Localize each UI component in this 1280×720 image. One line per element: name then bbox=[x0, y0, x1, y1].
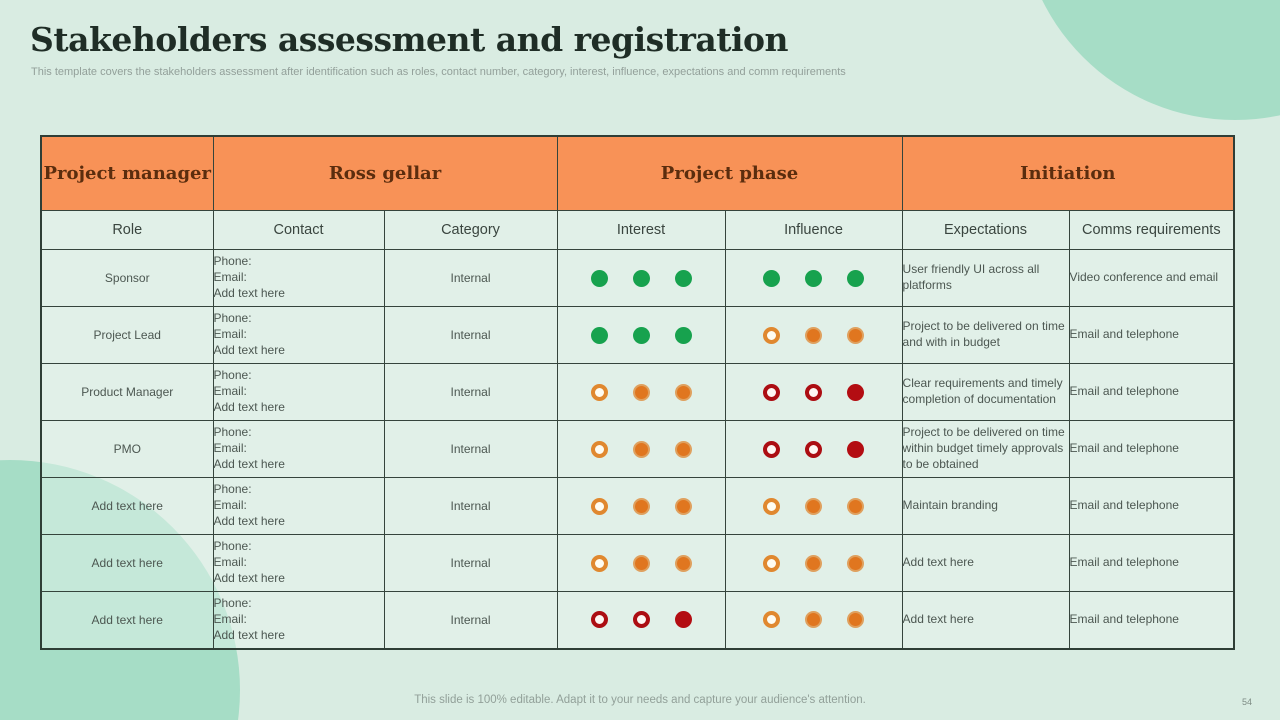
rating-dot-icon bbox=[591, 611, 608, 628]
contact-cell bbox=[213, 478, 384, 535]
rating-dot-icon bbox=[805, 611, 822, 628]
contact-line: Add text here bbox=[213, 513, 285, 528]
rating-dot-icon bbox=[763, 384, 780, 401]
contact-line: Add text here bbox=[213, 627, 285, 642]
contact-line: Email: bbox=[213, 611, 247, 626]
column-header-role: Role bbox=[41, 211, 213, 250]
decorative-circle-top-right bbox=[1020, 0, 1280, 120]
comms-cell: Email and telephone bbox=[1069, 364, 1234, 421]
interest-rating-cell bbox=[557, 535, 725, 592]
rating-dot-icon bbox=[633, 327, 650, 344]
influence-rating-cell bbox=[725, 592, 902, 649]
rating-dot-icon bbox=[847, 270, 864, 287]
rating-dot-icon bbox=[805, 327, 822, 344]
category-cell: Internal bbox=[384, 478, 557, 535]
contact-line: Add text here bbox=[213, 570, 285, 585]
column-header-expectations: Expectations bbox=[902, 211, 1069, 250]
influence-rating-cell bbox=[725, 421, 902, 478]
rating-dot-icon bbox=[675, 270, 692, 287]
category-cell: Internal bbox=[384, 535, 557, 592]
contact-cell bbox=[213, 364, 384, 421]
contact-line: Add text here bbox=[213, 342, 285, 357]
rating-dot-icon bbox=[847, 384, 864, 401]
rating-dot-icon bbox=[763, 327, 780, 344]
column-header-influence: Influence bbox=[725, 211, 902, 250]
comms-cell: Email and telephone bbox=[1069, 592, 1234, 649]
rating-dot-icon bbox=[633, 555, 650, 572]
contact-line: Phone: bbox=[213, 254, 252, 269]
interest-rating-cell bbox=[557, 250, 725, 307]
rating-dot-icon bbox=[805, 270, 822, 287]
contact-cell bbox=[213, 592, 384, 649]
rating-dot-icon bbox=[847, 555, 864, 572]
expectations-cell: Add text here bbox=[902, 592, 1069, 649]
influence-rating-cell bbox=[725, 478, 902, 535]
table-row bbox=[41, 250, 1234, 307]
expectations-cell: Maintain branding bbox=[902, 478, 1069, 535]
group-header-manager-name: Ross gellar bbox=[213, 136, 557, 211]
category-cell: Internal bbox=[384, 307, 557, 364]
contact-line: Email: bbox=[213, 384, 247, 399]
group-header-phase-value: Initiation bbox=[902, 136, 1234, 211]
role-cell: Add text here bbox=[41, 478, 213, 535]
interest-rating-cell bbox=[557, 364, 725, 421]
rating-dot-icon bbox=[633, 498, 650, 515]
expectations-cell: Clear requirements and timely completion of documentation bbox=[902, 364, 1069, 421]
role-cell: Add text here bbox=[41, 592, 213, 649]
table-row bbox=[41, 364, 1234, 421]
table-column-header-row bbox=[41, 211, 1234, 250]
table-group-header-row bbox=[41, 136, 1234, 211]
rating-dot-icon bbox=[675, 384, 692, 401]
rating-dot-icon bbox=[591, 270, 608, 287]
contact-line: Email: bbox=[213, 327, 247, 342]
rating-dot-icon bbox=[591, 384, 608, 401]
contact-line: Phone: bbox=[213, 368, 252, 383]
rating-dot-icon bbox=[805, 498, 822, 515]
stakeholders-table bbox=[40, 135, 1235, 650]
rating-dot-icon bbox=[763, 498, 780, 515]
influence-rating-cell bbox=[725, 250, 902, 307]
contact-cell bbox=[213, 307, 384, 364]
category-cell: Internal bbox=[384, 364, 557, 421]
role-cell: PMO bbox=[41, 421, 213, 478]
role-cell: Project Lead bbox=[41, 307, 213, 364]
table-row bbox=[41, 307, 1234, 364]
group-header-project-manager: Project manager bbox=[41, 136, 213, 211]
rating-dot-icon bbox=[591, 555, 608, 572]
expectations-cell: Add text here bbox=[902, 535, 1069, 592]
column-header-comms: Comms requirements bbox=[1069, 211, 1234, 250]
footer-note: This slide is 100% editable. Adapt it to your needs and capture your audience's attention. bbox=[414, 694, 866, 706]
comms-cell: Email and telephone bbox=[1069, 478, 1234, 535]
rating-dot-icon bbox=[847, 498, 864, 515]
rating-dot-icon bbox=[633, 384, 650, 401]
group-header-project-phase: Project phase bbox=[557, 136, 902, 211]
contact-line: Email: bbox=[213, 555, 247, 570]
influence-rating-cell bbox=[725, 535, 902, 592]
contact-line: Add text here bbox=[213, 456, 285, 471]
expectations-cell: Project to be delivered on time within budget timely approvals to be obtained bbox=[902, 421, 1069, 478]
rating-dot-icon bbox=[675, 498, 692, 515]
role-cell: Add text here bbox=[41, 535, 213, 592]
role-cell: Product Manager bbox=[41, 364, 213, 421]
column-header-category: Category bbox=[384, 211, 557, 250]
rating-dot-icon bbox=[675, 555, 692, 572]
contact-cell bbox=[213, 535, 384, 592]
role-cell: Sponsor bbox=[41, 250, 213, 307]
influence-rating-cell bbox=[725, 364, 902, 421]
interest-rating-cell bbox=[557, 307, 725, 364]
contact-line: Email: bbox=[213, 270, 247, 285]
page-title: Stakeholders assessment and registration bbox=[30, 20, 789, 59]
rating-dot-icon bbox=[633, 441, 650, 458]
rating-dot-icon bbox=[847, 611, 864, 628]
rating-dot-icon bbox=[633, 270, 650, 287]
rating-dot-icon bbox=[763, 611, 780, 628]
contact-line: Phone: bbox=[213, 539, 252, 554]
comms-cell: Email and telephone bbox=[1069, 307, 1234, 364]
rating-dot-icon bbox=[675, 327, 692, 344]
page-subtitle: This template covers the stakeholders assessment after identification such as roles, contact number, category, interest, influence, expectations and comm requirements bbox=[31, 66, 846, 78]
table-row bbox=[41, 421, 1234, 478]
column-header-interest: Interest bbox=[557, 211, 725, 250]
rating-dot-icon bbox=[763, 270, 780, 287]
rating-dot-icon bbox=[805, 441, 822, 458]
rating-dot-icon bbox=[847, 327, 864, 344]
page-number: 54 bbox=[1241, 697, 1252, 707]
rating-dot-icon bbox=[805, 384, 822, 401]
contact-line: Add text here bbox=[213, 285, 285, 300]
comms-cell: Email and telephone bbox=[1069, 421, 1234, 478]
category-cell: Internal bbox=[384, 250, 557, 307]
rating-dot-icon bbox=[675, 441, 692, 458]
contact-line: Email: bbox=[213, 498, 247, 513]
interest-rating-cell bbox=[557, 421, 725, 478]
rating-dot-icon bbox=[591, 327, 608, 344]
comms-cell: Video conference and email bbox=[1069, 250, 1234, 307]
expectations-cell: User friendly UI across all platforms bbox=[902, 250, 1069, 307]
influence-rating-cell bbox=[725, 307, 902, 364]
category-cell: Internal bbox=[384, 592, 557, 649]
rating-dot-icon bbox=[763, 555, 780, 572]
comms-cell: Email and telephone bbox=[1069, 535, 1234, 592]
rating-dot-icon bbox=[847, 441, 864, 458]
rating-dot-icon bbox=[763, 441, 780, 458]
table-row bbox=[41, 535, 1234, 592]
interest-rating-cell bbox=[557, 592, 725, 649]
table-row bbox=[41, 478, 1234, 535]
table-row bbox=[41, 592, 1234, 649]
contact-line: Phone: bbox=[213, 425, 252, 440]
contact-cell bbox=[213, 421, 384, 478]
contact-cell bbox=[213, 250, 384, 307]
category-cell: Internal bbox=[384, 421, 557, 478]
contact-line: Phone: bbox=[213, 482, 252, 497]
contact-line: Add text here bbox=[213, 399, 285, 414]
expectations-cell: Project to be delivered on time and with in budget bbox=[902, 307, 1069, 364]
rating-dot-icon bbox=[633, 611, 650, 628]
contact-line: Email: bbox=[213, 441, 247, 456]
rating-dot-icon bbox=[805, 555, 822, 572]
column-header-contact: Contact bbox=[213, 211, 384, 250]
interest-rating-cell bbox=[557, 478, 725, 535]
rating-dot-icon bbox=[591, 441, 608, 458]
contact-line: Phone: bbox=[213, 311, 252, 326]
contact-line: Phone: bbox=[213, 596, 252, 610]
rating-dot-icon bbox=[591, 498, 608, 515]
rating-dot-icon bbox=[675, 611, 692, 628]
